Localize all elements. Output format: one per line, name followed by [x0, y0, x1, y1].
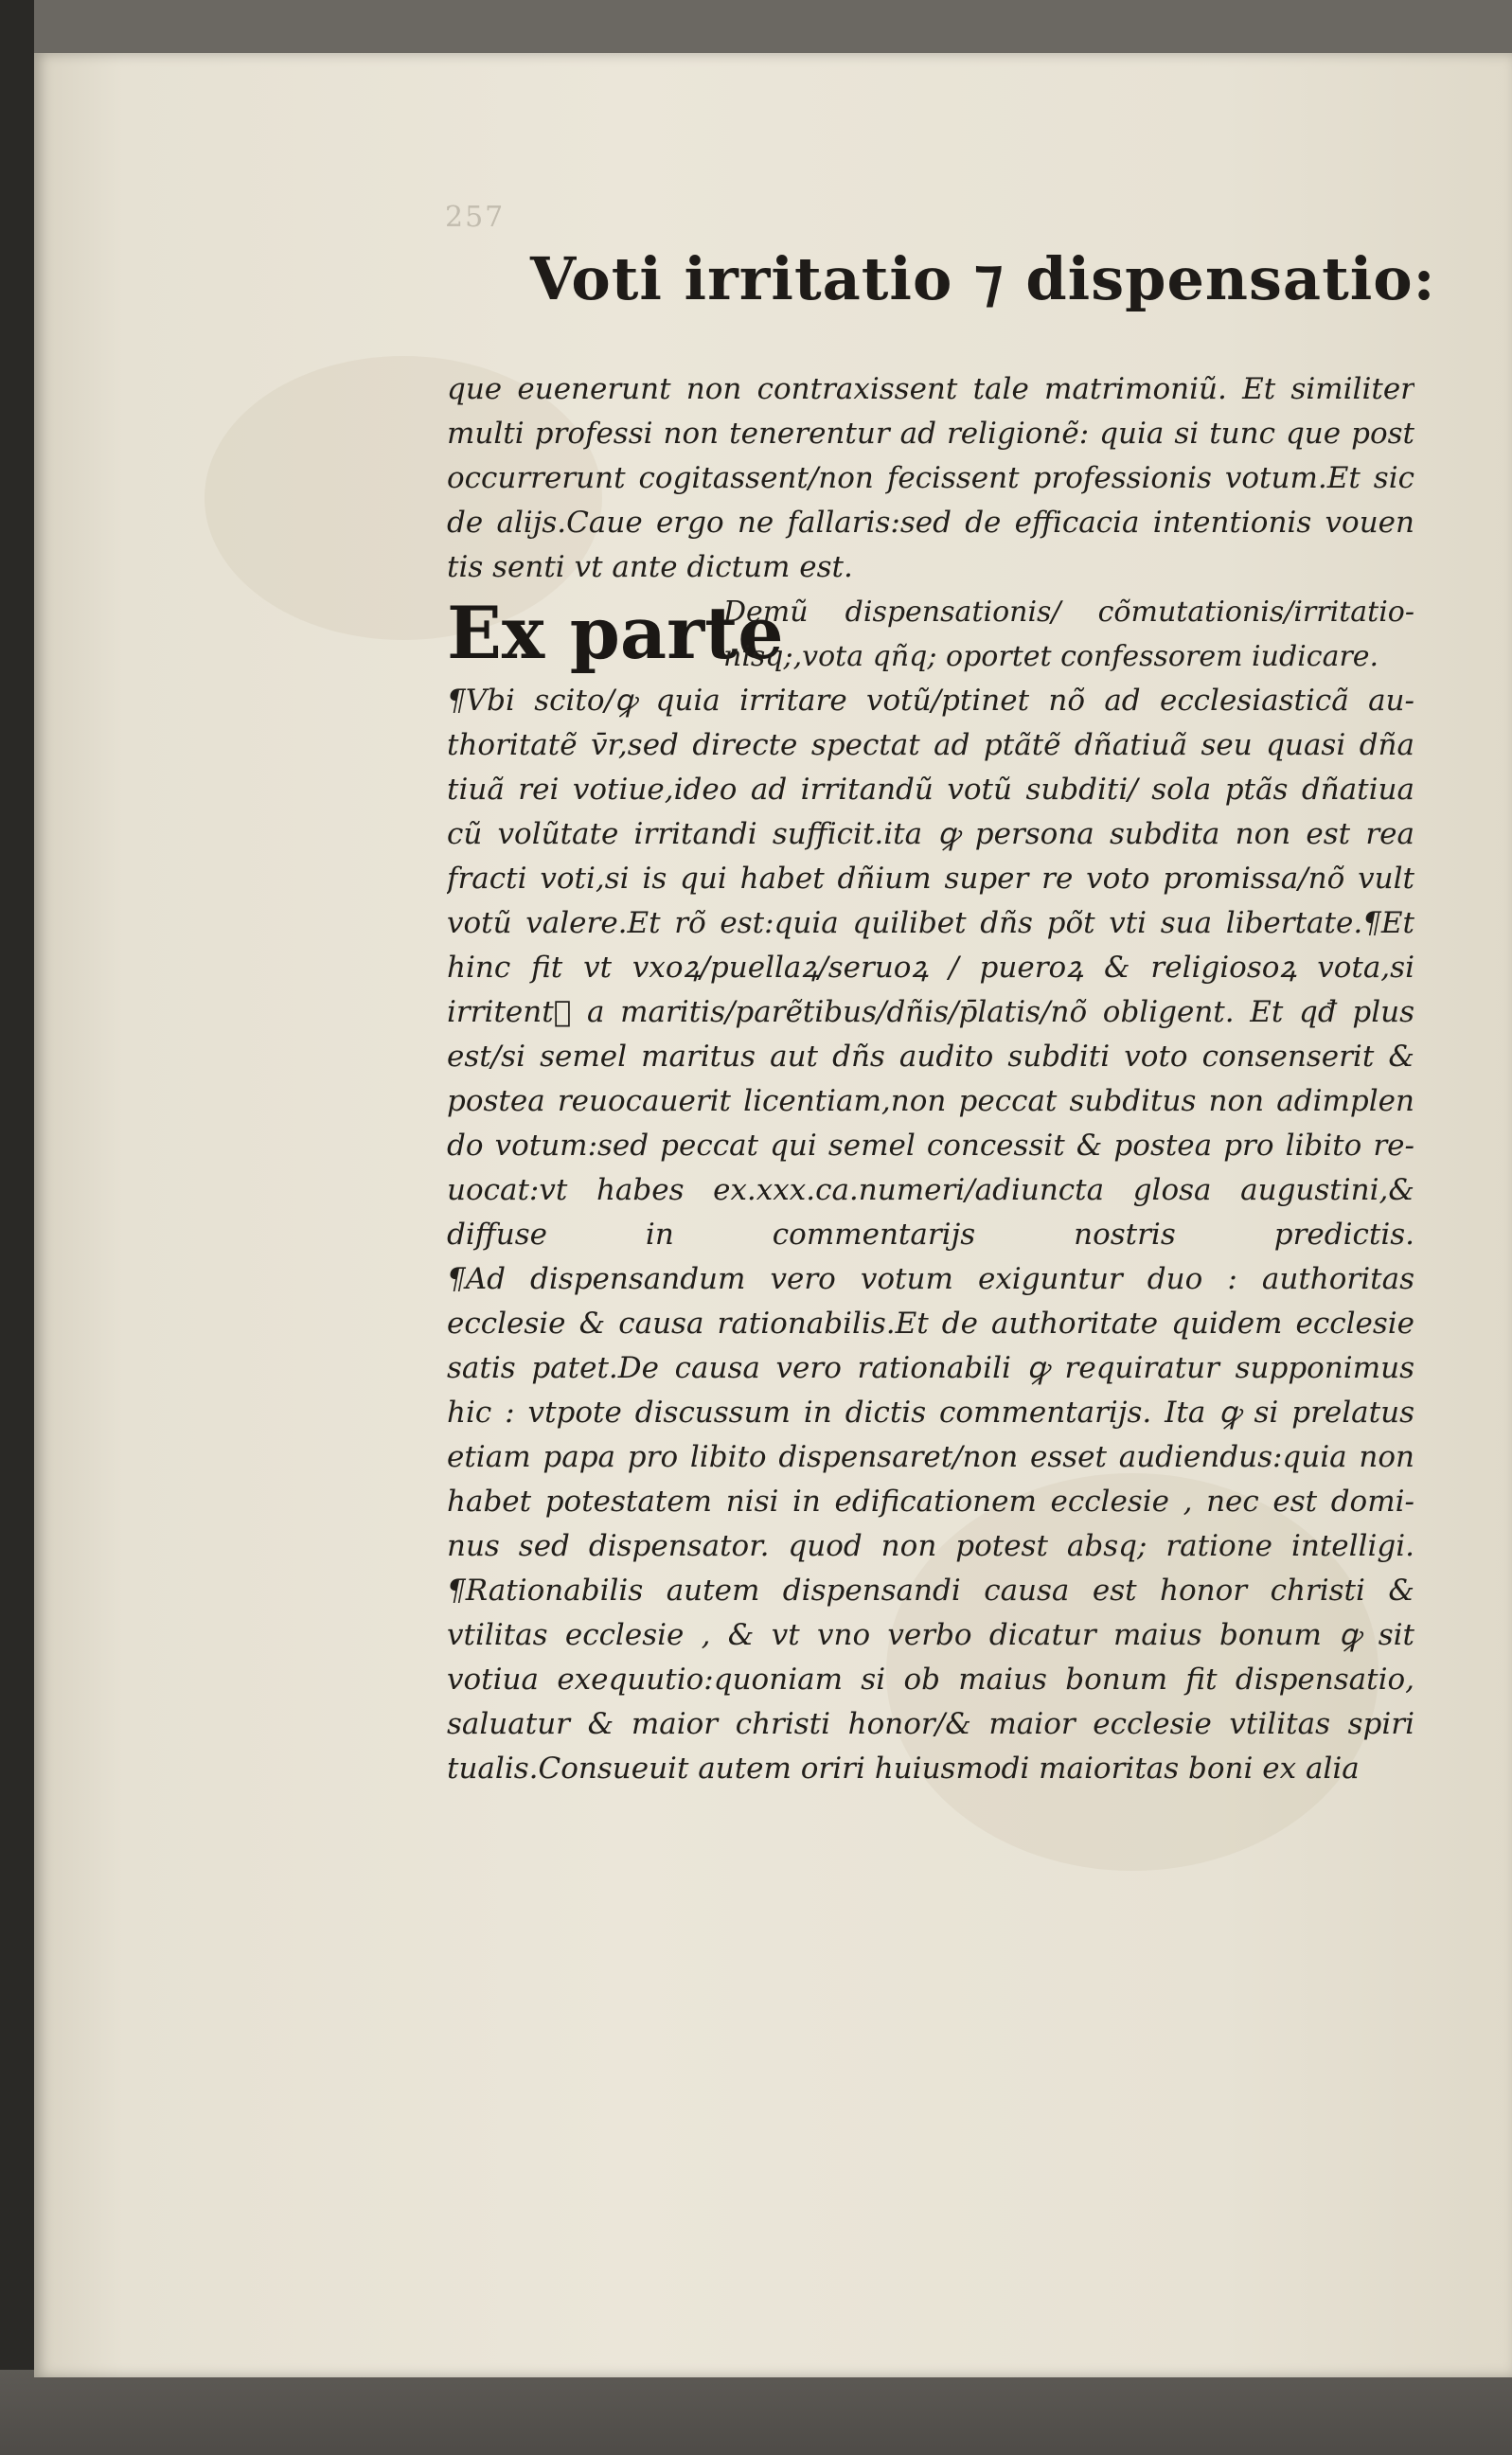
text-line: do votum:sed peccat qui semel concessit & postea pro libito re- — [447, 1129, 1414, 1163]
text-line: ¶Rationabilis autem dispensandi causa est honor christi & — [447, 1574, 1414, 1608]
text-line: saluatur & maior christi honor/& maior ecclesie vtilitas spiri — [447, 1707, 1414, 1741]
text-column — [447, 367, 1414, 1791]
text-line: tualis.Consueuit autem oriri huiusmodi maioritas boni ex alia — [447, 1752, 1360, 1786]
text-line: tis senti vt ante dictum est. — [447, 550, 853, 584]
text-line: hic : vtpote discussum in dictis commentarijs. Ita ꝙ si prelatus — [447, 1396, 1414, 1430]
paragraph-before — [447, 367, 1414, 590]
paragraph-after — [447, 679, 1414, 1791]
text-line: irritentᷓ a maritis/parẽtibus/dñis/p̄latis/nõ obligent. Et qđ plus — [447, 995, 1414, 1029]
section-heading: Ex parte — [447, 591, 784, 675]
folio-number: 257 — [445, 201, 506, 234]
text-line: que euenerunt non contraxissent tale matrimoniũ. Et similiter — [447, 372, 1414, 406]
text-line: postea reuocauerit licentiam,non peccat subditus non adimplen — [447, 1084, 1414, 1118]
section-heading-row — [447, 590, 1414, 679]
text-line: nus sed dispensator. quod non potest absq; ratione intelligi. — [447, 1529, 1414, 1563]
text-line: votũ valere.Et rõ est:quia quilibet dñs põt vti sua libertate.¶Et — [447, 906, 1414, 940]
text-line: nisq;,vota qñq; oportet confessorem iudicare. — [723, 640, 1379, 673]
page-title: Voti irritatio ⁊ dispensatio: — [530, 244, 1436, 313]
text-line: cũ volũtate irritandi sufficit.ita ꝙ persona subdita non est rea — [447, 817, 1414, 851]
text-line: occurrerunt cogitassent/non fecissent professionis votum.Et sic — [447, 461, 1414, 495]
text-line: votiua exequutio:quoniam si ob maius bonum fit dispensatio, — [447, 1663, 1414, 1697]
text-line: vtilitas ecclesie , & vt vno verbo dicatur maius bonum ꝙ sit — [447, 1618, 1414, 1652]
text-line: ecclesie & causa rationabilis.Et de authoritate quidem ecclesie — [447, 1307, 1414, 1341]
text-line: ¶Ad dispensandum vero votum exiguntur duo : authoritas — [447, 1262, 1414, 1296]
text-line: thoritatẽ v̄r,sed directe spectat ad ptãtẽ dñatiuã seu quasi dña — [447, 728, 1414, 762]
text-line: satis patet.De causa vero rationabili ꝙ requiratur supponimus — [447, 1351, 1414, 1385]
text-line: multi professi non tenerentur ad religionẽ: quia si tunc que post — [447, 417, 1414, 451]
heading-side-text — [723, 590, 1414, 679]
scanner-edge — [0, 0, 34, 2455]
text-line: ¶Vbi scito/ꝙ quia irritare votũ/ptinet nõ ad ecclesiasticã au- — [447, 684, 1414, 718]
text-line: etiam papa pro libito dispensaret/non esset audiendus:quia non — [447, 1440, 1414, 1474]
text-line: de alijs.Caue ergo ne fallaris:sed de efficacia intentionis vouen — [447, 506, 1414, 540]
text-line: est/si semel maritus aut dñs audito subditi voto consenserit & — [447, 1040, 1414, 1074]
text-line: hinc fit vt vxoꝝ/puellaꝝ/seruoꝝ / pueroꝝ & religiosoꝝ vota,si — [447, 951, 1414, 985]
text-line: uocat:vt habes ex.xxx.ca.numeri/adiuncta glosa augustini,& — [447, 1173, 1414, 1207]
text-line: habet potestatem nisi in edificationem ecclesie , nec est domi- — [447, 1485, 1414, 1519]
text-line: tiuã rei votiue,ideo ad irritandũ votũ subditi/ sola ptãs dñatiua — [447, 773, 1414, 807]
text-line: fracti voti,si is qui habet dñium super re voto promissa/nõ vult — [447, 862, 1414, 896]
background-cloth — [0, 2370, 1512, 2455]
text-line: Demũ dispensationis/ cõmutationis/irritatio- — [723, 596, 1414, 629]
text-line: diffuse in commentarijs nostris predictis. — [447, 1218, 1414, 1252]
